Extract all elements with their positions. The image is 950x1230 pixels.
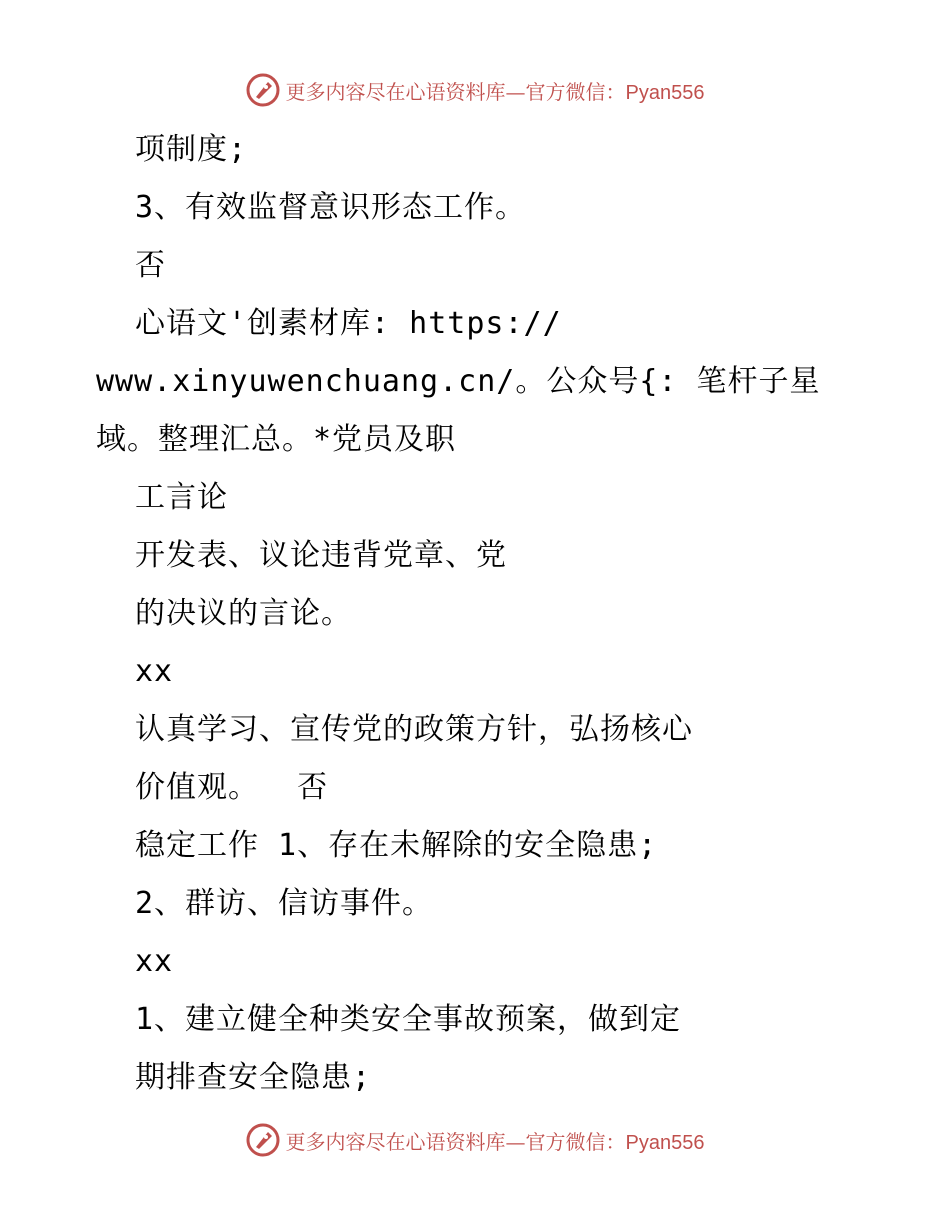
header-banner [0,70,950,110]
header-banner-text: 更多内容尽在心语资料库—官方微信：Pyan556 [285,79,705,104]
body-line: xx [135,654,174,689]
footer-banner-text: 更多内容尽在心语资料库—官方微信：Pyan556 [285,1129,705,1154]
body-line: 3、有效监督意识形态工作。 [135,190,527,225]
body-line: 的决议的言论。 [135,596,352,631]
body-line: 认真学习、宣传党的政策方针，弘扬核心 [135,712,693,747]
body-line: xx [135,944,174,979]
body-line: 工言论 [135,480,228,515]
pen-nib-logo-icon [246,73,280,107]
body-line: 域。整理汇总。*党员及职 [96,422,457,457]
body-line: 1、建立健全种类安全事故预案，做到定 [135,1002,682,1037]
footer-banner [0,1120,950,1160]
body-line: 2、群访、信访事件。 [135,886,434,921]
body-line: 否 [135,248,166,283]
body-line: 稳定工作 1、存在未解除的安全隐患; [135,828,658,863]
body-line: 期排查安全隐患; [135,1060,372,1095]
footer-wechat-id: Pyan556 [625,1131,705,1154]
pen-nib-logo-icon [246,1123,280,1157]
body-line: www.xinyuwenchuang.cn/。公众号{: 笔杆子星 [96,364,821,399]
header-wechat-id: Pyan556 [625,81,705,104]
body-line: 开发表、议论违背党章、党 [135,538,507,573]
body-line: 项制度; [135,132,248,167]
body-line: 心语文'创素材库: https:// [135,306,562,341]
body-line: 价值观。 否 [135,770,329,805]
